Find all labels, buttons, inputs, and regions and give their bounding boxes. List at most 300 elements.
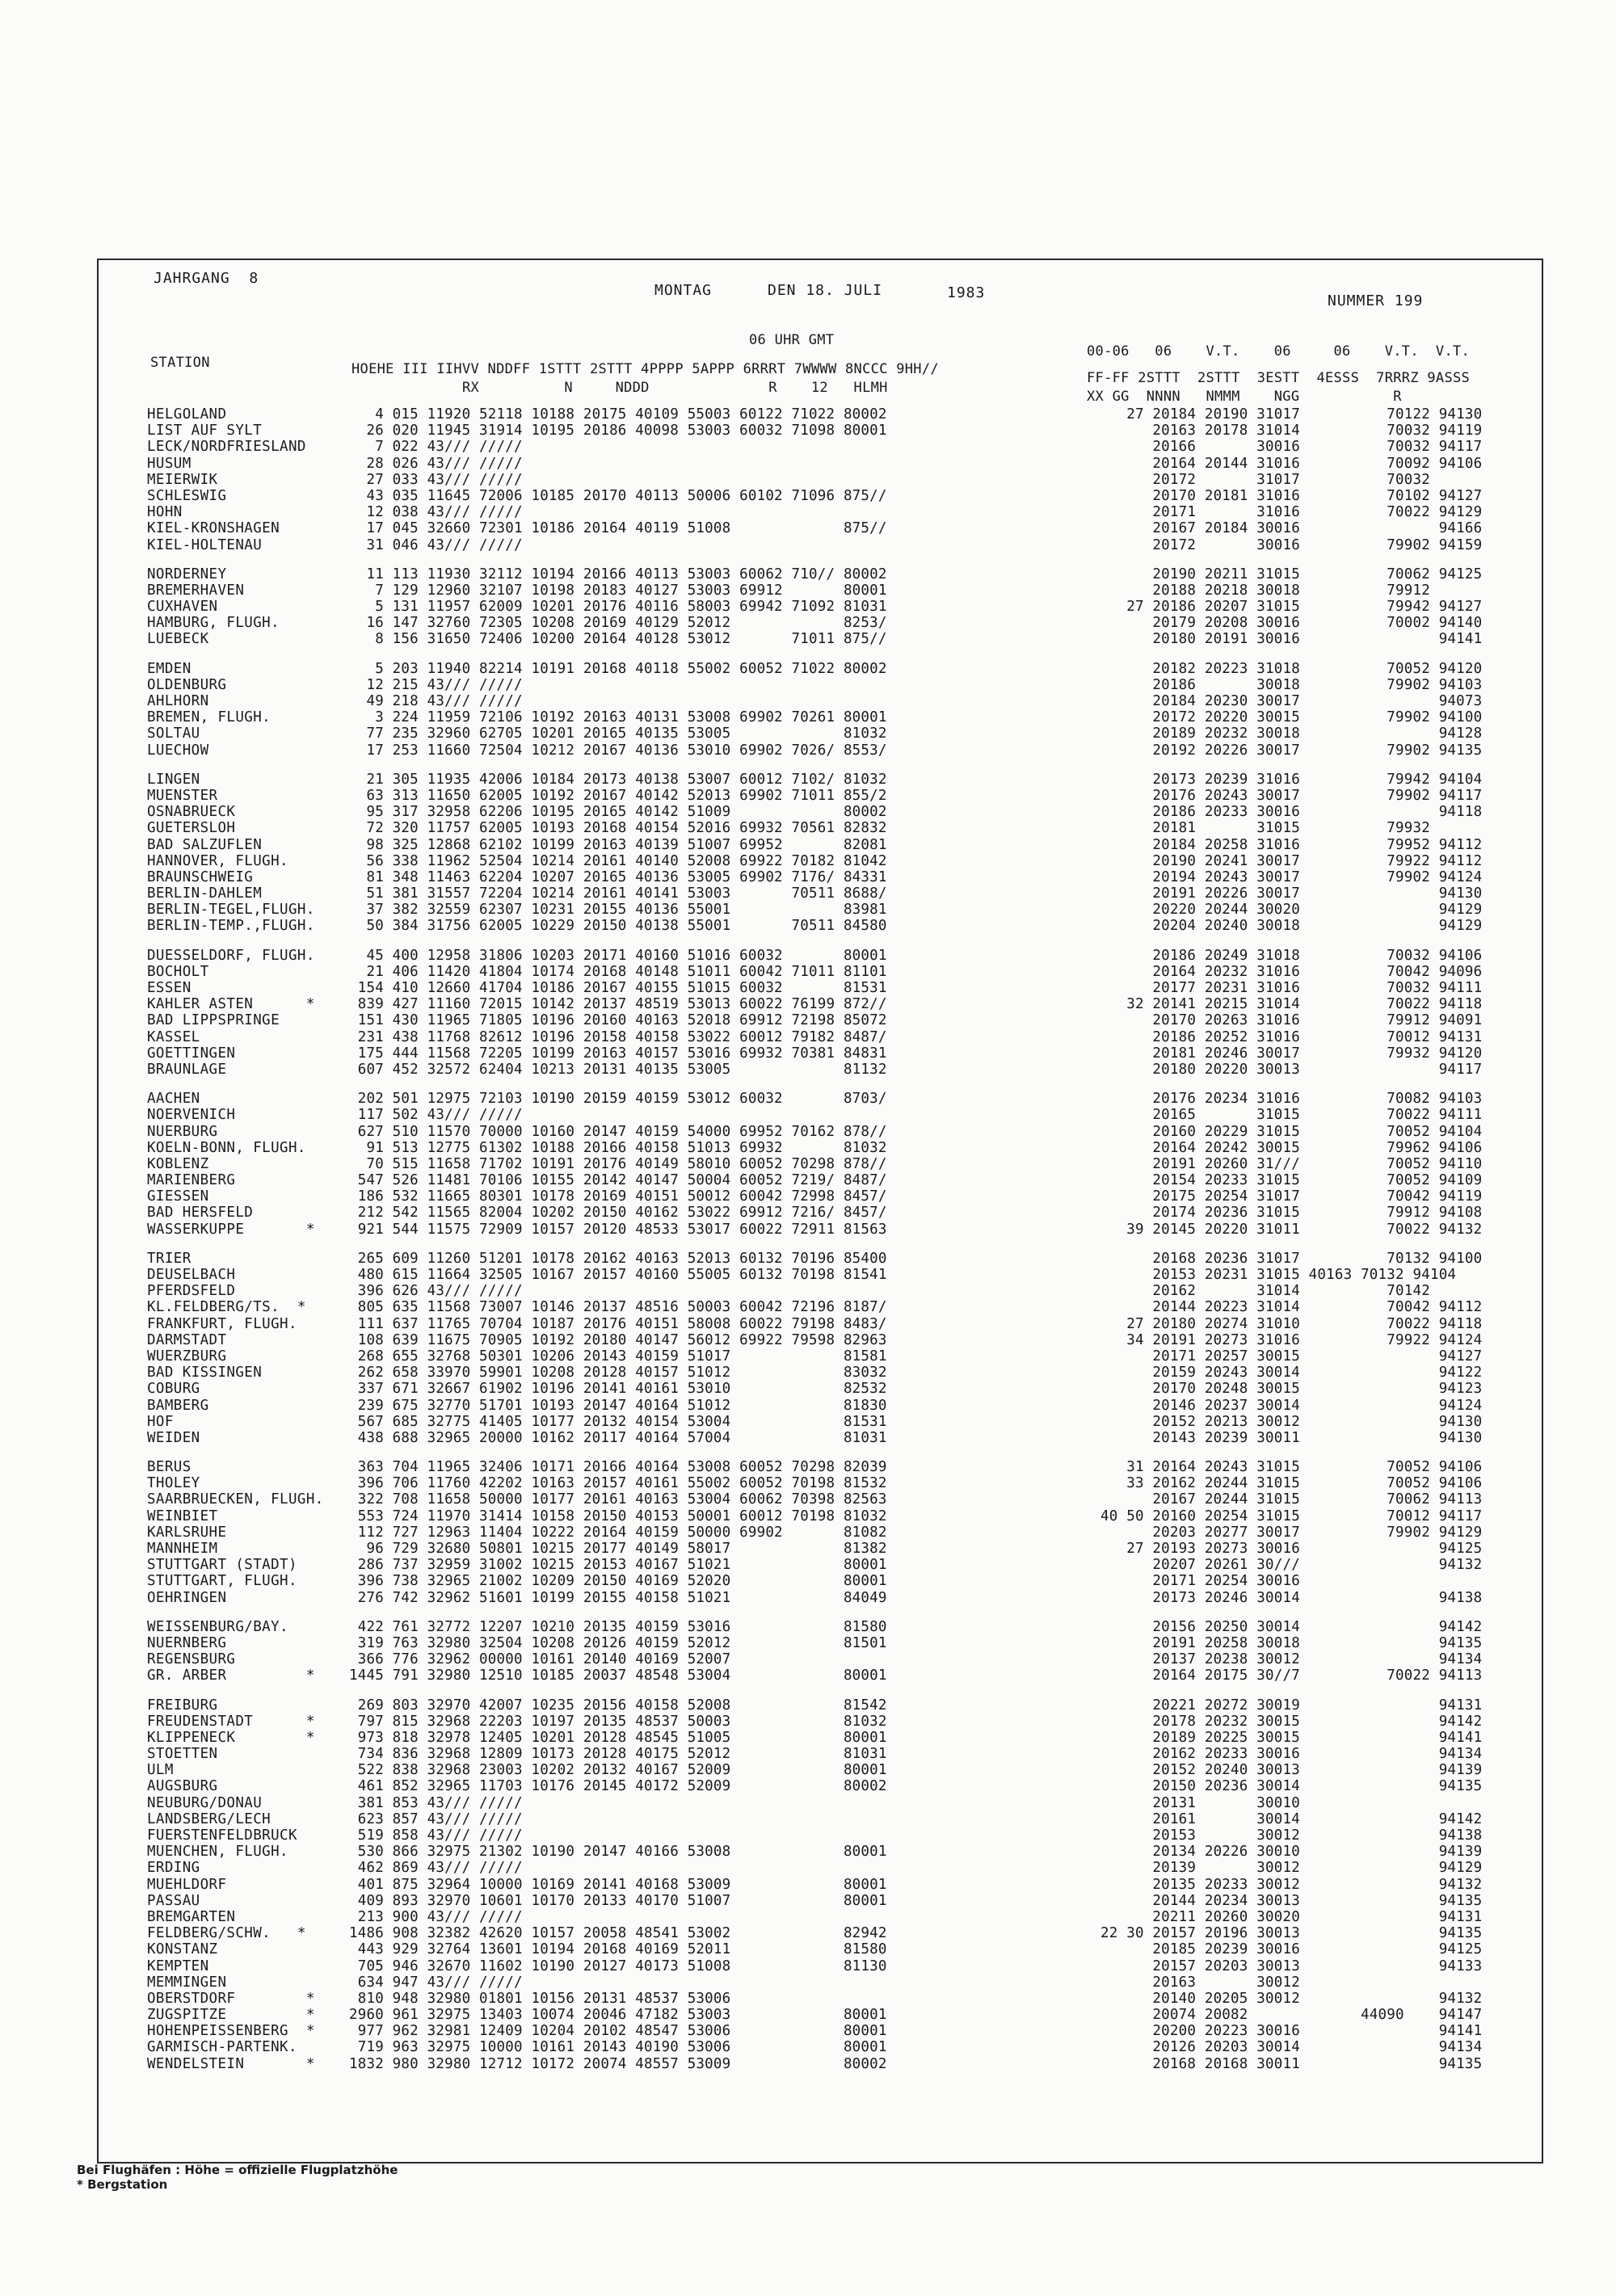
station-name: WEIDEN (147, 1429, 200, 1446)
right-values: 27 20186 20207 31015 79942 94127 (1100, 599, 1483, 616)
table-row (147, 1091, 1513, 1107)
main-values: 401 875 32964 10000 10169 20141 40168 53009 80001 (349, 1876, 887, 1893)
station-name: KEMPTEN (147, 1957, 209, 1974)
main-values: 72 320 11757 62005 10193 20168 40154 52016 69932 70561 82832 (349, 820, 887, 837)
table-row (147, 1541, 1513, 1557)
right-values: 20074 20082 44090 94147 (1100, 2007, 1483, 2024)
table-row (147, 599, 1513, 615)
right-values: 20171 20257 30015 94127 (1100, 1348, 1483, 1365)
main-values: 286 737 32959 31002 10215 20153 40167 51021 80001 (349, 1557, 887, 1574)
table-row (147, 2039, 1513, 2055)
main-values: 77 235 32960 62705 10201 20165 40135 53005 81032 (349, 725, 887, 742)
station-name: BERUS (147, 1459, 191, 1476)
station-name: MUEHLDORF (147, 1876, 227, 1893)
main-values: 50 384 31756 62005 10229 20150 40138 55001 70511 84580 (349, 918, 887, 935)
table-row (147, 1860, 1513, 1876)
main-values: 839 427 11160 72015 10142 20137 48519 53013 60022 76199 872// (349, 996, 887, 1013)
footnote-mountain: * Bergstation (77, 2177, 168, 2192)
table-row (147, 472, 1513, 488)
table-row (147, 1348, 1513, 1365)
station-name: FREUDENSTADT * (147, 1713, 315, 1730)
right-values: 20181 31015 79932 (1100, 820, 1430, 837)
station-name: NUERNBERG (147, 1634, 227, 1651)
table-row (147, 488, 1513, 504)
station-name: BERLIN-TEGEL,FLUGH. (147, 902, 315, 919)
main-values: 810 948 32980 01801 10156 20131 48537 53006 (349, 1990, 731, 2007)
right-values: 20135 20233 30012 94132 (1100, 1876, 1483, 1893)
right-values: 22 30 20157 20196 30013 94135 (1100, 1925, 1483, 1942)
main-values: 63 313 11650 62005 10192 20167 40142 52013 69902 71011 855/2 (349, 787, 887, 804)
right-values: 20203 20277 30017 79902 94129 (1100, 1524, 1483, 1541)
station-name: MEMMINGEN (147, 1974, 227, 1991)
main-values: 8 156 31650 72406 10200 20164 40128 53012 71011 875// (349, 631, 887, 648)
right-values: 34 20191 20273 31016 79922 94124 (1100, 1331, 1483, 1348)
right-values: 20161 30014 94142 (1100, 1810, 1483, 1827)
station-name: ZUGSPITZE * (147, 2007, 315, 2024)
table-row (147, 1844, 1513, 1860)
station-name: DUESSELDORF, FLUGH. (147, 947, 315, 964)
table-row (147, 1299, 1513, 1315)
main-values: 396 706 11760 42202 10163 20157 40161 55002 60052 70198 81532 (349, 1475, 887, 1492)
station-name: REGENSBURG (147, 1651, 236, 1668)
table-row (147, 1381, 1513, 1397)
table-row (147, 1156, 1513, 1172)
right-values: 20134 20226 30010 94139 (1100, 1844, 1483, 1861)
station-name: MUENSTER (147, 787, 218, 804)
right-values: 20178 20232 30015 94142 (1100, 1713, 1483, 1730)
right-values: 20166 30016 70032 94117 (1100, 439, 1483, 456)
main-values: 519 858 43/// ///// (349, 1827, 523, 1844)
table-row (147, 1714, 1513, 1730)
right-values: 20160 20229 31015 70052 94104 (1100, 1123, 1483, 1140)
main-values: 17 045 32660 72301 10186 20164 40119 51008 875// (349, 520, 887, 537)
station-name: OLDENBURG (147, 676, 227, 693)
station-name: DEUSELBACH (147, 1267, 236, 1283)
right-values: 20144 20234 30013 94135 (1100, 1892, 1483, 1909)
right-values: 20186 30018 79902 94103 (1100, 676, 1483, 693)
table-row (147, 709, 1513, 725)
station-name: KOBLENZ (147, 1155, 209, 1172)
station-name: MUENCHEN, FLUGH. (147, 1844, 288, 1861)
station-name: DARMSTADT (147, 1331, 227, 1348)
right-values: 20159 20243 30014 94122 (1100, 1365, 1483, 1381)
main-values: 28 026 43/// ///// (349, 455, 523, 472)
station-name: BREMERHAVEN (147, 582, 245, 599)
right-values: 20164 20232 31016 70042 94096 (1100, 963, 1483, 980)
station-name: LUEBECK (147, 631, 209, 648)
station-name: SCHLESWIG (147, 487, 227, 504)
station-name: MANNHEIM (147, 1541, 218, 1557)
station-name: OBERSTDORF * (147, 1990, 315, 2007)
table-row (147, 1635, 1513, 1651)
station-name: WEISSENBURG/BAY. (147, 1618, 288, 1635)
station-name: FELDBERG/SCHW. * (147, 1925, 306, 1942)
main-values: 462 869 43/// ///// (349, 1860, 523, 1877)
main-values: 337 671 32667 61902 10196 20141 40161 53010 82532 (349, 1381, 887, 1398)
station-name: LANDSBERG/LECH (147, 1810, 271, 1827)
table-row (147, 1332, 1513, 1348)
table-row (147, 869, 1513, 885)
table-row (147, 902, 1513, 918)
footnote-airports: Bei Flughäfen : Höhe = offizielle Flugplatzhöhe (77, 2163, 398, 2177)
table-row (147, 964, 1513, 980)
right-values: 20177 20231 31016 70032 94111 (1100, 980, 1483, 996)
station-name: HELGOLAND (147, 406, 227, 423)
right-values: 20189 20232 30018 94128 (1100, 725, 1483, 742)
table-row (147, 1188, 1513, 1205)
issue-number: NUMMER 199 (1328, 292, 1424, 309)
main-values: 480 615 11664 32505 10167 20157 40160 55005 60132 70198 81541 (349, 1267, 887, 1283)
station-name: CUXHAVEN (147, 599, 218, 616)
station-name: NUERBURG (147, 1123, 218, 1140)
station-name: KOELN-BONN, FLUGH. (147, 1139, 306, 1156)
station-name: HOF (147, 1413, 174, 1430)
table-row (147, 1991, 1513, 2007)
station-name: KLIPPENECK * (147, 1729, 315, 1746)
main-values: 409 893 32970 10601 10170 20133 40170 51007 80001 (349, 1892, 887, 1909)
right-values: 20144 20223 31014 70042 94112 (1100, 1299, 1483, 1316)
table-row (147, 456, 1513, 472)
main-values: 43 035 11645 72006 10185 20170 40113 50006 60102 71096 875// (349, 487, 887, 504)
right-values: 20154 20233 31015 70052 94109 (1100, 1172, 1483, 1189)
table-row (147, 980, 1513, 996)
station-name: KONSTANZ (147, 1941, 218, 1958)
table-row (147, 820, 1513, 836)
right-values: 20186 20249 31018 70032 94106 (1100, 947, 1483, 964)
station-name: GOETTINGEN (147, 1045, 236, 1062)
right-values: 20152 20213 30012 94130 (1100, 1413, 1483, 1430)
station-name: GIESSEN (147, 1188, 209, 1205)
main-values: 11 113 11930 32112 10194 20166 40113 53003 60062 710// 80002 (349, 566, 887, 582)
right-values: 20165 31015 70022 94111 (1100, 1107, 1483, 1124)
station-name: BAD LIPPSPRINGE (147, 1012, 280, 1029)
table-row (147, 1062, 1513, 1078)
table-row (147, 1251, 1513, 1267)
table-row (147, 1795, 1513, 1811)
main-values: 17 253 11660 72504 10212 20167 40136 53010 69902 7026/ 8553/ (349, 742, 887, 759)
main-values: 734 836 32968 12809 10173 20128 40175 52012 81031 (349, 1746, 887, 1763)
station-name: BREMGARTEN (147, 1908, 236, 1925)
main-values: 212 542 11565 82004 10202 20150 40162 53022 69912 7216/ 8457/ (349, 1205, 887, 1222)
main-values: 98 325 12868 62102 10199 20163 40139 51007 69952 82081 (349, 836, 887, 853)
table-row (147, 693, 1513, 709)
station-name: BOCHOLT (147, 963, 209, 980)
station-name: BAD HERSFELD (147, 1205, 254, 1222)
main-values: 16 147 32760 72305 10208 20169 40129 52012 8253/ (349, 615, 887, 632)
station-name: BERLIN-DAHLEM (147, 885, 263, 902)
right-values: 20152 20240 30013 94139 (1100, 1762, 1483, 1779)
right-values: 20207 20261 30/// 94132 (1100, 1557, 1483, 1574)
station-name: GARMISCH-PARTENK. (147, 2039, 297, 2056)
table-row (147, 1508, 1513, 1524)
table-row (147, 1974, 1513, 1991)
table-row (147, 885, 1513, 902)
table-row (147, 1140, 1513, 1156)
right-values: 20185 20239 30016 94125 (1100, 1941, 1483, 1958)
station-table (147, 406, 1513, 2072)
right-values: 20131 30010 (1100, 1794, 1300, 1811)
right-values: 20211 20260 30020 94131 (1100, 1908, 1483, 1925)
station-name: MEIERWIK (147, 471, 218, 488)
table-row (147, 504, 1513, 520)
table-row (147, 1459, 1513, 1475)
main-values: 112 727 12963 11404 10222 20164 40159 50000 69902 81082 (349, 1524, 887, 1541)
right-values: 20126 20203 30014 94134 (1100, 2039, 1483, 2056)
table-row (147, 1651, 1513, 1667)
station-name: NOERVENICH (147, 1107, 236, 1124)
station-name: SAARBRUECKEN, FLUGH. (147, 1491, 324, 1508)
table-row (147, 406, 1513, 423)
right-values: 20150 20236 30014 94135 (1100, 1778, 1483, 1795)
main-values: 268 655 32768 50301 10206 20143 40159 51017 81581 (349, 1348, 887, 1365)
main-values: 276 742 32962 51601 10199 20155 40158 51021 84049 (349, 1589, 887, 1606)
station-name: STUTTGART, FLUGH. (147, 1573, 297, 1590)
main-values: 634 947 43/// ///// (349, 1974, 523, 1991)
station-name: FRANKFURT, FLUGH. (147, 1315, 297, 1332)
table-row (147, 582, 1513, 599)
table-row (147, 1172, 1513, 1188)
station-name: AACHEN (147, 1091, 200, 1108)
main-values: 213 900 43/// ///// (349, 1908, 523, 1925)
station-name: WASSERKUPPE * (147, 1221, 315, 1238)
table-row (147, 1491, 1513, 1508)
table-row (147, 1958, 1513, 1974)
table-row (147, 615, 1513, 631)
main-values: 522 838 32968 23003 10202 20132 40167 52009 80001 (349, 1762, 887, 1779)
table-row (147, 423, 1513, 439)
table-row (147, 1730, 1513, 1746)
table-row (147, 788, 1513, 804)
main-values: 443 929 32764 13601 10194 20168 40169 52011 81580 (349, 1941, 887, 1958)
right-values: 40 50 20160 20254 31015 70012 94117 (1100, 1508, 1483, 1524)
time-label: 06 UHR GMT (749, 332, 835, 348)
main-values: 49 218 43/// ///// (349, 693, 523, 709)
main-values: 805 635 11568 73007 10146 20137 48516 50003 60042 72196 8187/ (349, 1299, 887, 1316)
main-values: 175 444 11568 72205 10199 20163 40157 53016 69932 70381 84831 (349, 1045, 887, 1062)
right-column-header-1: 00-06 06 V.T. 06 06 V.T. V.T. (1087, 343, 1471, 360)
right-values: 20191 20226 30017 94130 (1100, 885, 1483, 902)
main-values: 51 381 31557 72204 10214 20161 40141 53003 70511 8688/ (349, 885, 887, 902)
right-values: 31 20164 20243 31015 70052 94106 (1100, 1459, 1483, 1476)
date: DEN 18. JULI (768, 282, 883, 299)
table-row (147, 520, 1513, 536)
station-name: BERLIN-TEMP.,FLUGH. (147, 918, 315, 935)
table-row (147, 1667, 1513, 1684)
right-values: 20164 20144 31016 70092 94106 (1100, 455, 1483, 472)
station-name: KIEL-HOLTENAU (147, 536, 263, 553)
table-row (147, 1414, 1513, 1430)
main-values: 461 852 32965 11703 10176 20145 40172 52009 80002 (349, 1778, 887, 1795)
main-values: 111 637 11765 70704 10187 20176 40151 58008 60022 79198 8483/ (349, 1315, 887, 1332)
main-values: 607 452 32572 62404 10213 20131 40135 53005 81132 (349, 1061, 887, 1078)
table-row (147, 1778, 1513, 1794)
right-values: 20191 20258 30018 94135 (1100, 1634, 1483, 1651)
station-name: KIEL-KRONSHAGEN (147, 520, 280, 537)
main-values: 269 803 32970 42007 10235 20156 40158 52008 81542 (349, 1697, 887, 1714)
table-row (147, 1029, 1513, 1045)
main-column-header-1: HOEHE III IIHVV NDDFF 1STTT 2STTT 4PPPP 5APPP 6RRRT 7WWWW 8NCCC 9HH// (351, 361, 939, 377)
table-row (147, 996, 1513, 1012)
station-name: WEINBIET (147, 1508, 218, 1524)
station-name: BRAUNSCHWEIG (147, 868, 254, 885)
table-row (147, 566, 1513, 582)
right-values: 20181 20246 30017 79932 94120 (1100, 1045, 1483, 1062)
main-values: 921 544 11575 72909 10157 20120 48533 53017 60022 72911 81563 (349, 1221, 887, 1238)
right-values: 27 20180 20274 31010 70022 94118 (1100, 1315, 1483, 1332)
table-row (147, 1045, 1513, 1062)
right-values: 20140 20205 30012 94132 (1100, 1990, 1483, 2007)
main-values: 265 609 11260 51201 10178 20162 40163 52013 60132 70196 85400 (349, 1250, 887, 1267)
right-column-header-3: XX GG NNNN NMMM NGG R (1087, 389, 1402, 405)
table-row (147, 1267, 1513, 1283)
table-row (147, 742, 1513, 759)
main-values: 56 338 11962 52504 10214 20161 40140 52008 69922 70182 81042 (349, 852, 887, 869)
main-values: 108 639 11675 70905 10192 20180 40147 56012 69922 79598 82963 (349, 1331, 887, 1348)
station-name: KARLSRUHE (147, 1524, 227, 1541)
right-values: 20190 20211 31015 70062 94125 (1100, 566, 1483, 582)
table-row (147, 853, 1513, 869)
station-name: ULM (147, 1762, 174, 1779)
station-name: OEHRINGEN (147, 1589, 227, 1606)
table-row (147, 1909, 1513, 1925)
right-values: 33 20162 20244 31015 70052 94106 (1100, 1475, 1483, 1492)
right-values: 20175 20254 31017 70042 94119 (1100, 1188, 1483, 1205)
main-values: 4 015 11920 52118 10188 20175 40109 55003 60122 71022 80002 (349, 406, 887, 423)
station-name: NEUBURG/DONAU (147, 1794, 263, 1811)
main-values: 319 763 32980 32504 10208 20126 40159 52012 81501 (349, 1634, 887, 1651)
table-row (147, 804, 1513, 820)
right-column-header-2: FF-FF 2STTT 2STTT 3ESTT 4ESSS 7RRRZ 9ASSS (1087, 370, 1471, 386)
station-name: EMDEN (147, 660, 191, 677)
main-values: 363 704 11965 32406 10171 20166 40164 53008 60052 70298 82039 (349, 1459, 887, 1476)
table-row (147, 837, 1513, 853)
station-name: AUGSBURG (147, 1778, 218, 1795)
table-row (147, 1590, 1513, 1606)
main-values: 91 513 12775 61302 10188 20166 40158 51013 69932 81032 (349, 1139, 887, 1156)
right-values: 20220 20244 30020 94129 (1100, 902, 1483, 919)
right-values: 20164 20242 30015 79962 94106 (1100, 1139, 1483, 1156)
main-values: 438 688 32965 20000 10162 20117 40164 57004 81031 (349, 1429, 887, 1446)
right-values: 20200 20223 30016 94141 (1100, 2023, 1483, 2040)
right-values: 20168 20168 30011 94135 (1100, 2055, 1483, 2072)
station-name: BAD KISSINGEN (147, 1365, 263, 1381)
station-name: HAMBURG, FLUGH. (147, 615, 280, 632)
right-values: 20162 31014 70142 (1100, 1283, 1430, 1300)
station-name: BRAUNLAGE (147, 1061, 227, 1078)
station-name: HANNOVER, FLUGH. (147, 852, 288, 869)
right-values: 20172 20220 30015 79902 94100 (1100, 709, 1483, 726)
main-values: 719 963 32975 10000 10161 20143 40190 53006 80001 (349, 2039, 887, 2056)
main-values: 322 708 11658 50000 10177 20161 40163 53004 60062 70398 82563 (349, 1491, 887, 1508)
station-name: MARIENBERG (147, 1172, 236, 1189)
main-values: 95 317 32958 62206 10195 20165 40142 51009 80002 (349, 804, 887, 821)
right-values: 20162 20233 30016 94134 (1100, 1746, 1483, 1763)
main-values: 239 675 32770 51701 10193 20147 40164 51012 81830 (349, 1397, 887, 1414)
station-name: BAD SALZUFLEN (147, 836, 263, 853)
right-values: 20184 20258 31016 79952 94112 (1100, 836, 1483, 853)
right-values: 20170 20181 31016 70102 94127 (1100, 487, 1483, 504)
right-values: 20191 20260 31/// 70052 94110 (1100, 1155, 1483, 1172)
station-name: GR. ARBER * (147, 1667, 315, 1684)
right-values: 20184 20230 30017 94073 (1100, 693, 1483, 709)
table-row (147, 918, 1513, 934)
right-values: 27 20193 20273 30016 94125 (1100, 1541, 1483, 1557)
main-values: 5 131 11957 62009 10201 20176 40116 58003 69942 71092 81031 (349, 599, 887, 616)
main-values: 96 729 32680 50801 10215 20177 40149 58017 81382 (349, 1541, 887, 1557)
table-row (147, 1365, 1513, 1381)
right-values: 20180 20191 30016 94141 (1100, 631, 1483, 648)
table-row (147, 1827, 1513, 1844)
right-values: 20139 30012 94129 (1100, 1860, 1483, 1877)
table-row (147, 1811, 1513, 1827)
right-values: 20173 20246 30014 94138 (1100, 1589, 1483, 1606)
main-values: 553 724 11970 31414 10158 20150 40153 50001 60012 70198 81032 (349, 1508, 887, 1524)
station-name: HOHN (147, 504, 183, 521)
station-name: NORDERNEY (147, 566, 227, 582)
right-values: 20143 20239 30011 94130 (1100, 1429, 1483, 1446)
main-values: 231 438 11768 82612 10196 20158 40158 53022 60012 79182 8487/ (349, 1028, 887, 1045)
station-name: PASSAU (147, 1892, 200, 1909)
station-name: AHLHORN (147, 693, 209, 709)
main-values: 26 020 11945 31914 10195 20186 40098 53003 60032 71098 80001 (349, 423, 887, 439)
table-row (147, 1877, 1513, 1893)
main-values: 186 532 11665 80301 10178 20169 40151 50012 60042 72998 8457/ (349, 1188, 887, 1205)
main-values: 422 761 32772 12207 10210 20135 40159 53016 81580 (349, 1618, 887, 1635)
right-values: 20164 20175 30//7 70022 94113 (1100, 1667, 1483, 1684)
main-values: 21 305 11935 42006 10184 20173 40138 53007 60012 7102/ 81032 (349, 771, 887, 788)
jahrgang: JAHRGANG 8 (154, 270, 259, 287)
table-row (147, 2056, 1513, 2072)
right-values: 20186 20233 30016 94118 (1100, 804, 1483, 821)
main-values: 12 215 43/// ///// (349, 676, 523, 693)
station-name: ERDING (147, 1860, 200, 1877)
main-values: 623 857 43/// ///// (349, 1810, 523, 1827)
main-values: 21 406 11420 41804 10174 20168 40148 51011 60042 71011 81101 (349, 963, 887, 980)
table-row (147, 631, 1513, 647)
main-values: 3 224 11959 72106 10192 20163 40131 53008 69902 70261 80001 (349, 709, 887, 726)
table-row (147, 1124, 1513, 1140)
station-name: LINGEN (147, 771, 200, 788)
right-values: 20172 30016 79902 94159 (1100, 536, 1483, 553)
table-row (147, 1205, 1513, 1221)
main-values: 1832 980 32980 12712 10172 20074 48557 53009 80002 (349, 2055, 887, 2072)
table-row (147, 772, 1513, 788)
station-name: KAHLER ASTEN * (147, 996, 315, 1013)
table-row (147, 1222, 1513, 1238)
right-values: 20186 20252 31016 70012 94131 (1100, 1028, 1483, 1045)
station-name: COBURG (147, 1381, 200, 1398)
table-row (147, 1557, 1513, 1573)
station-name: BAMBERG (147, 1397, 209, 1414)
main-values: 262 658 33970 59901 10208 20128 40157 51012 83032 (349, 1365, 887, 1381)
weekday: MONTAG (654, 282, 713, 299)
main-values: 70 515 11658 71702 10191 20176 40149 58010 60052 70298 878// (349, 1155, 887, 1172)
main-values: 2960 961 32975 13403 10074 20046 47182 53003 80001 (349, 2007, 887, 2024)
right-values: 20221 20272 30019 94131 (1100, 1697, 1483, 1714)
main-values: 627 510 11570 70000 10160 20147 40159 54000 69952 70162 878// (349, 1123, 887, 1140)
year: 1983 (947, 284, 986, 301)
station-name: ESSEN (147, 980, 191, 996)
right-values: 20182 20223 31018 70052 94120 (1100, 660, 1483, 677)
main-values: 381 853 43/// ///// (349, 1794, 523, 1811)
main-values: 12 038 43/// ///// (349, 504, 523, 521)
table-row (147, 2023, 1513, 2039)
right-values: 20192 20226 30017 79902 94135 (1100, 742, 1483, 759)
right-values: 27 20184 20190 31017 70122 94130 (1100, 406, 1483, 423)
station-name: WUERZBURG (147, 1348, 227, 1365)
station-name: LECK/NORDFRIESLAND (147, 439, 306, 456)
station-name: LIST AUF SYLT (147, 423, 263, 439)
